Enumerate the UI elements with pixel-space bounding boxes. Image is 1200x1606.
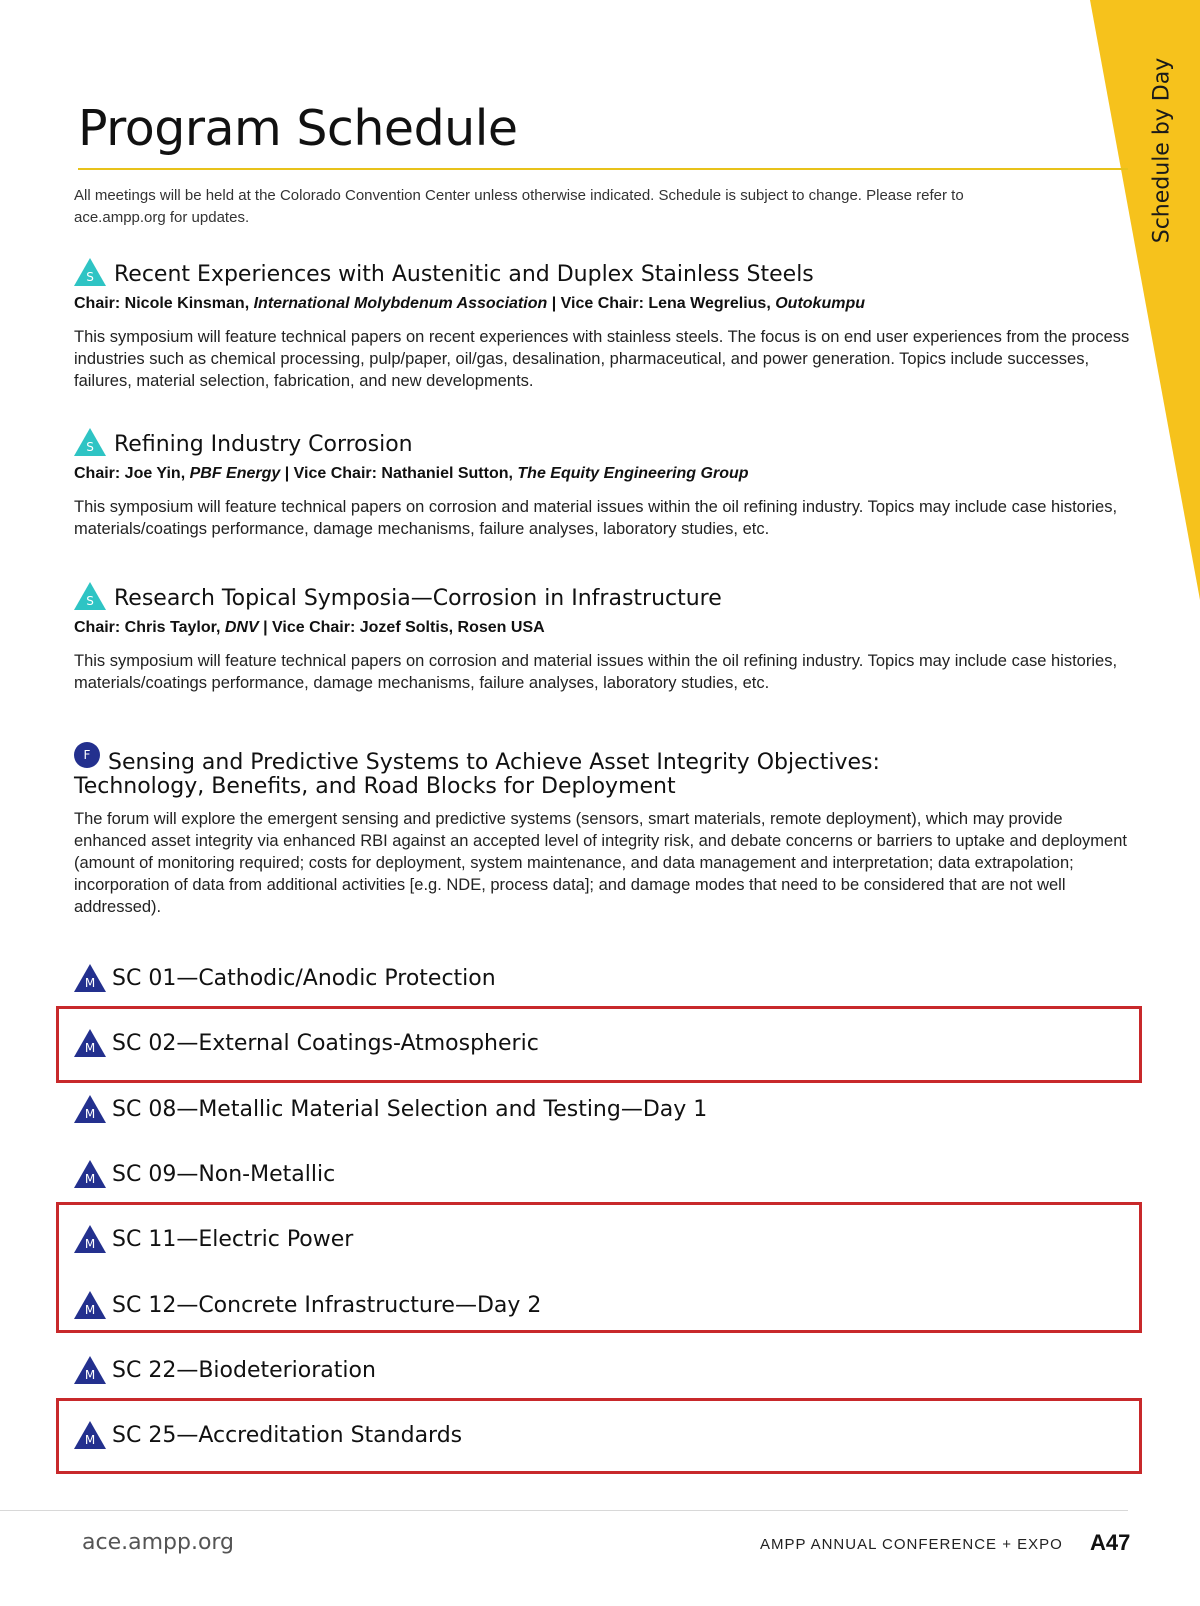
forum-title: F Sensing and Predictive Systems to Achieve Asset Integrity Objectives: — [74, 750, 1134, 776]
footer-conference: AMPP ANNUAL CONFERENCE + EXPO — [760, 1536, 1063, 1553]
symposium-triangle-icon: S — [74, 258, 106, 286]
committee-triangle-icon: M — [74, 1225, 106, 1253]
symposium-description: This symposium will feature technical papers on corrosion and material issues within the oil refining industry. Topics may include case histories, materials/coatings performance, damage mechanisms, failure analyses, laboratory studies, etc. — [74, 652, 1118, 692]
committee-triangle-icon: M — [74, 1291, 106, 1319]
symposium-title: S Recent Experiences with Austenitic and Duplex Stainless Steels — [74, 262, 1134, 288]
symposium-chairs: Chair: Nicole Kinsman, International Molybdenum Association | Vice Chair: Lena Wegrelius, Outokumpu — [74, 295, 865, 312]
symposium-description: This symposium will feature technical papers on corrosion and material issues within the oil refining industry. Topics may include case histories, materials/coatings performance, damage mechanisms, failure analyses, laboratory studies, etc. — [74, 498, 1118, 538]
intro-text: All meetings will be held at the Colorado Convention Center unless otherwise indicated. Schedule is subject to change. Please refer to ace.ampp.org for updates. — [74, 187, 964, 226]
symposium-title: S Refining Industry Corrosion — [74, 432, 1134, 458]
forum — [74, 750, 1134, 918]
committee-triangle-icon: M — [74, 1095, 106, 1123]
side-tab-label: Schedule by Day — [1149, 57, 1175, 243]
symposium-title: S Research Topical Symposia—Corrosion in Infrastructure — [74, 586, 1134, 612]
footer-divider — [0, 1510, 1128, 1511]
committee-item: M SC 09—Non-Metallic — [74, 1162, 335, 1188]
committee-item: M SC 08—Metallic Material Selection and Testing—Day 1 — [74, 1097, 707, 1123]
symposium-chairs: Chair: Joe Yin, PBF Energy | Vice Chair: Nathaniel Sutton, The Equity Engineering Group — [74, 465, 749, 482]
committee-triangle-icon: M — [74, 1421, 106, 1449]
symposium-1 — [74, 262, 1134, 392]
page-number: A47 — [1090, 1530, 1131, 1555]
forum-title-line2: Technology, Benefits, and Road Blocks for Deployment — [74, 774, 676, 799]
footer-url: ace.ampp.org — [82, 1530, 235, 1555]
symposium-chairs: Chair: Chris Taylor, DNV | Vice Chair: Jozef Soltis, Rosen USA — [74, 619, 545, 636]
symposium-triangle-icon: S — [74, 428, 106, 456]
forum-description: The forum will explore the emergent sensing and predictive systems (sensors, smart materials, remote deployment), which may provide enhanced asset integrity via enhanced RBI against an accepted level of integrity risk, and debate concerns or barriers to uptake and deployment (amount of monitoring required; costs for deployment, system maintenance, and data management and interpretation; data extrapolation; incorporation of data from additional activities [e.g. NDE, process data]; and damage modes that need to be considered that are not well addressed). — [74, 810, 1127, 916]
committee-triangle-icon: M — [74, 964, 106, 992]
symposium-description: This symposium will feature technical papers on recent experiences with stainless steels. The focus is on end user experiences from the process industries such as chemical processing, pulp/paper, oil/gas, desalination, pharmaceutical, and power generation. Topics include successes, failures, material selection, fabrication, and new developments. — [74, 328, 1130, 390]
title-divider — [78, 168, 1128, 170]
committee-item: M SC 22—Biodeterioration — [74, 1358, 376, 1384]
committee-item: M SC 01—Cathodic/Anodic Protection — [74, 966, 496, 992]
symposium-2 — [74, 432, 1134, 540]
committee-triangle-icon: M — [74, 1029, 106, 1057]
committee-triangle-icon: M — [74, 1356, 106, 1384]
committee-item: M SC 11—Electric Power — [74, 1227, 353, 1253]
committee-item: M SC 12—Concrete Infrastructure—Day 2 — [74, 1293, 541, 1319]
symposium-triangle-icon: S — [74, 582, 106, 610]
symposium-3 — [74, 586, 1134, 694]
committee-item: M SC 02—External Coatings-Atmospheric — [74, 1031, 539, 1057]
committee-item: M SC 25—Accreditation Standards — [74, 1423, 462, 1449]
forum-circle-icon: F — [74, 742, 100, 768]
page-title: Program Schedule — [78, 100, 518, 157]
committee-triangle-icon: M — [74, 1160, 106, 1188]
